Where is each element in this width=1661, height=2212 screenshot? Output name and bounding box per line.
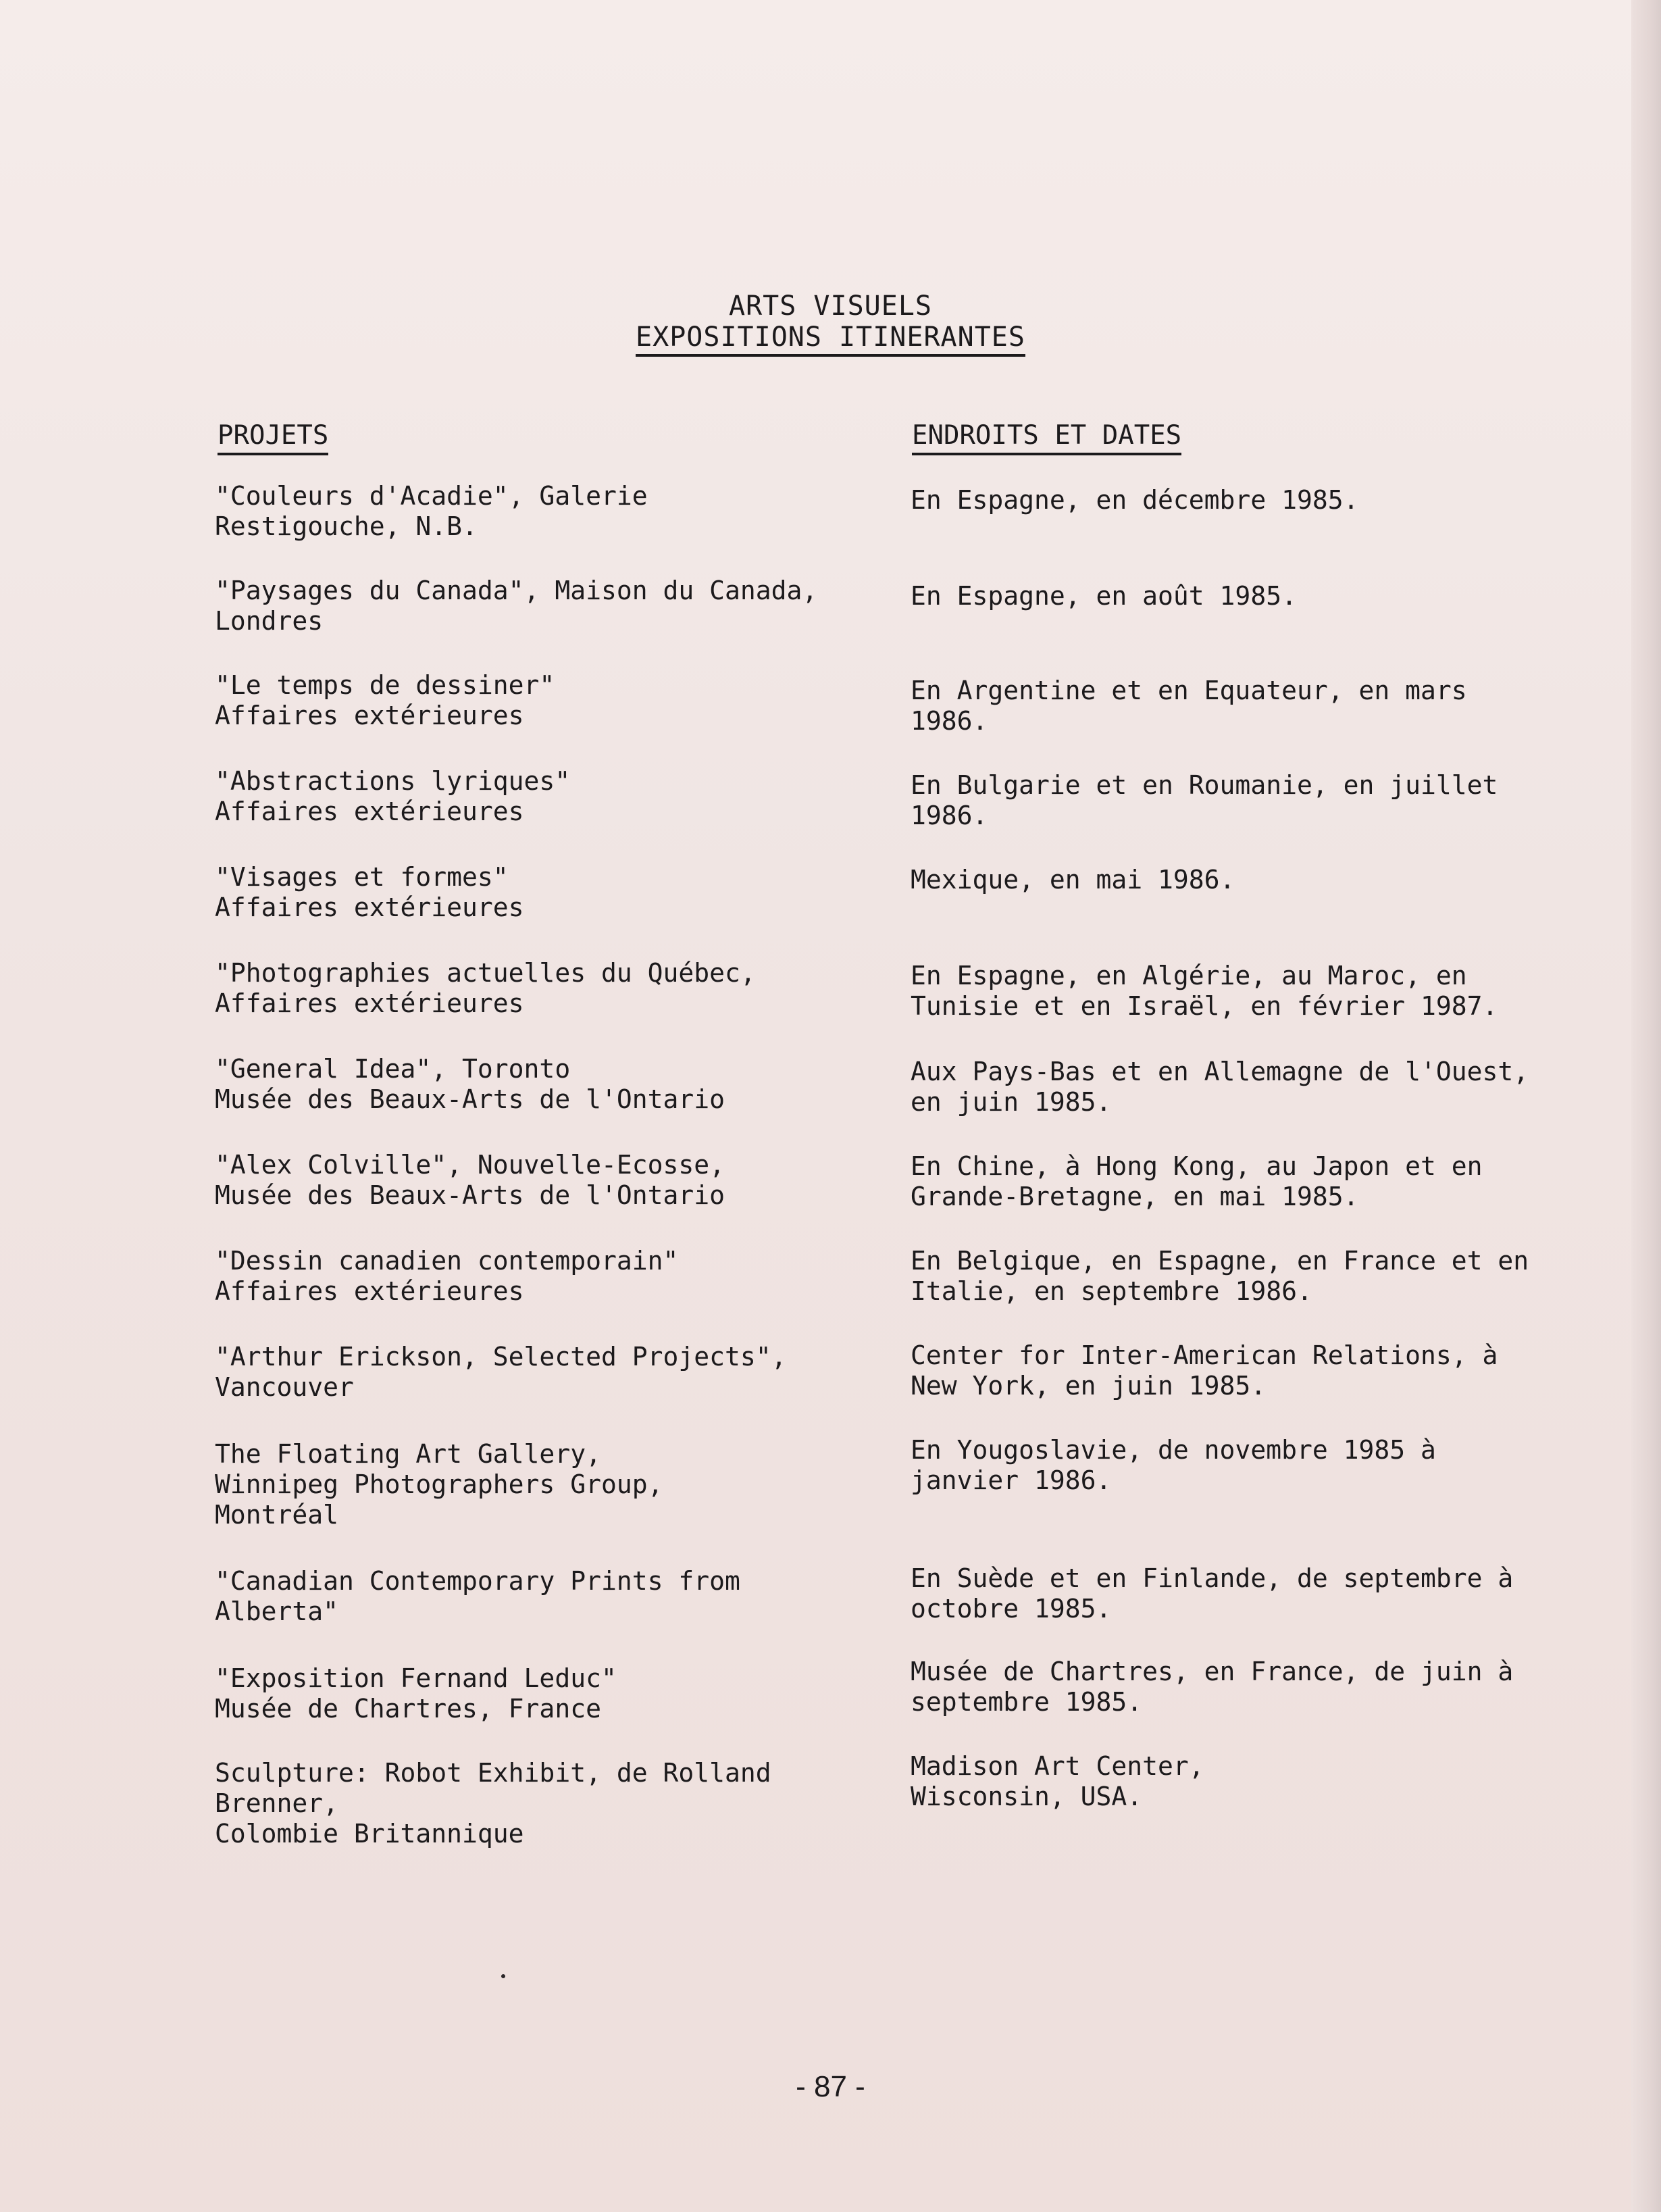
text-line: En Bulgarie et en Roumanie, en juillet <box>911 770 1498 800</box>
text-line: en juin 1985. <box>911 1087 1112 1117</box>
text-line: The Floating Art Gallery, <box>215 1439 601 1469</box>
text-line: Aux Pays-Bas et en Allemagne de l'Ouest, <box>911 1057 1529 1086</box>
text-line: "Arthur Erickson, Selected Projects", <box>215 1342 787 1372</box>
text-line: Brenner, <box>215 1788 339 1818</box>
column-header-projets-text: PROJETS <box>218 420 328 455</box>
text-line: Colombie Britannique <box>215 1819 524 1849</box>
endroit-entry <box>911 1435 1436 1496</box>
text-line: Alberta" <box>215 1597 339 1626</box>
text-line: En Yougoslavie, de novembre 1985 à <box>911 1435 1436 1465</box>
projet-entry <box>215 1054 725 1115</box>
text-line: Affaires extérieures <box>215 893 524 922</box>
text-line: Vancouver <box>215 1372 354 1402</box>
text-line: En Suède et en Finlande, de septembre à <box>911 1563 1514 1593</box>
column-header-endroits-text: ENDROITS ET DATES <box>912 420 1181 455</box>
text-line: En Chine, à Hong Kong, au Japon et en <box>911 1151 1483 1181</box>
text-line: En Argentine et en Equateur, en mars <box>911 676 1467 705</box>
text-line: Italie, en septembre 1986. <box>911 1276 1312 1306</box>
projet-entry <box>215 1150 725 1211</box>
endroit-entry <box>911 1751 1204 1812</box>
text-line: octobre 1985. <box>911 1594 1112 1624</box>
text-line: 1986. <box>911 801 988 830</box>
text-line: "Alex Colville", Nouvelle-Ecosse, <box>215 1150 725 1180</box>
text-line: Madison Art Center, <box>911 1751 1204 1781</box>
text-line: Londres <box>215 606 324 636</box>
text-line: Winnipeg Photographers Group, <box>215 1469 663 1499</box>
text-line: "Photographies actuelles du Québec, <box>215 958 756 988</box>
projet-entry <box>215 766 570 827</box>
text-line: Mexique, en mai 1986. <box>911 865 1235 895</box>
column-header-projets <box>218 420 328 455</box>
text-line: janvier 1986. <box>911 1465 1112 1495</box>
text-line: "Abstractions lyriques" <box>215 766 571 796</box>
column-header-endroits <box>912 420 1181 455</box>
endroit-entry <box>911 1657 1513 1717</box>
ink-speck <box>501 1974 505 1978</box>
text-line: Montréal <box>215 1500 339 1530</box>
projet-entry <box>215 1566 740 1627</box>
projet-entry <box>215 1663 617 1724</box>
projet-entry <box>215 1439 663 1530</box>
projet-entry <box>215 1246 678 1307</box>
text-line: "Paysages du Canada", Maison du Canada, <box>215 576 818 605</box>
endroit-entry <box>911 865 1235 895</box>
text-line: septembre 1985. <box>911 1687 1143 1717</box>
endroit-entry <box>911 1246 1529 1307</box>
endroit-entry <box>911 961 1498 1022</box>
text-line: "Canadian Contemporary Prints from <box>215 1566 740 1596</box>
text-line: Sculpture: Robot Exhibit, de Rolland <box>215 1758 771 1788</box>
text-line: "General Idea", Toronto <box>215 1054 571 1084</box>
text-line: "Couleurs d'Acadie", Galerie <box>215 481 648 511</box>
text-line: Affaires extérieures <box>215 797 524 826</box>
endroit-entry <box>911 1340 1498 1401</box>
text-line: Wisconsin, USA. <box>911 1782 1143 1811</box>
endroit-entry <box>911 581 1297 611</box>
projet-entry <box>215 670 555 731</box>
text-line: "Exposition Fernand Leduc" <box>215 1663 617 1693</box>
text-line: Tunisie et en Israël, en février 1987. <box>911 991 1498 1021</box>
text-line: En Espagne, en décembre 1985. <box>911 485 1359 515</box>
text-line: 1986. <box>911 706 988 736</box>
endroit-entry <box>911 676 1467 736</box>
text-line: En Espagne, en Algérie, au Maroc, en <box>911 961 1467 990</box>
text-line: "Visages et formes" <box>215 862 509 892</box>
page-subtitle <box>0 322 1661 357</box>
page-title: ARTS VISUELS <box>729 291 932 322</box>
projet-entry <box>215 481 648 542</box>
text-line: "Le temps de dessiner" <box>215 670 555 700</box>
text-line: Grande-Bretagne, en mai 1985. <box>911 1182 1359 1211</box>
page-number: - 87 - <box>796 2070 865 2103</box>
endroit-entry <box>911 485 1358 516</box>
text-line: En Espagne, en août 1985. <box>911 581 1297 611</box>
page-subtitle-text: EXPOSITIONS ITINERANTES <box>636 322 1025 357</box>
text-line: Musée des Beaux-Arts de l'Ontario <box>215 1180 725 1210</box>
projet-entry <box>215 1758 771 1849</box>
endroit-entry <box>911 1057 1529 1117</box>
text-line: Musée de Chartres, France <box>215 1694 601 1724</box>
text-line: Affaires extérieures <box>215 1276 524 1306</box>
text-line: Restigouche, N.B. <box>215 511 478 541</box>
text-line: New York, en juin 1985. <box>911 1371 1267 1401</box>
endroit-entry <box>911 1563 1513 1624</box>
text-line: Musée des Beaux-Arts de l'Ontario <box>215 1084 725 1114</box>
projet-entry <box>215 576 817 636</box>
endroit-entry <box>911 770 1498 831</box>
endroit-entry <box>911 1151 1482 1212</box>
text-line: Musée de Chartres, en France, de juin à <box>911 1657 1514 1686</box>
text-line: Affaires extérieures <box>215 701 524 730</box>
text-line: En Belgique, en Espagne, en France et en <box>911 1246 1529 1276</box>
projet-entry <box>215 1342 786 1403</box>
text-line: "Dessin canadien contemporain" <box>215 1246 679 1276</box>
text-line: Center for Inter-American Relations, à <box>911 1340 1498 1370</box>
text-line: Affaires extérieures <box>215 988 524 1018</box>
projet-entry <box>215 958 756 1019</box>
projet-entry <box>215 862 524 923</box>
